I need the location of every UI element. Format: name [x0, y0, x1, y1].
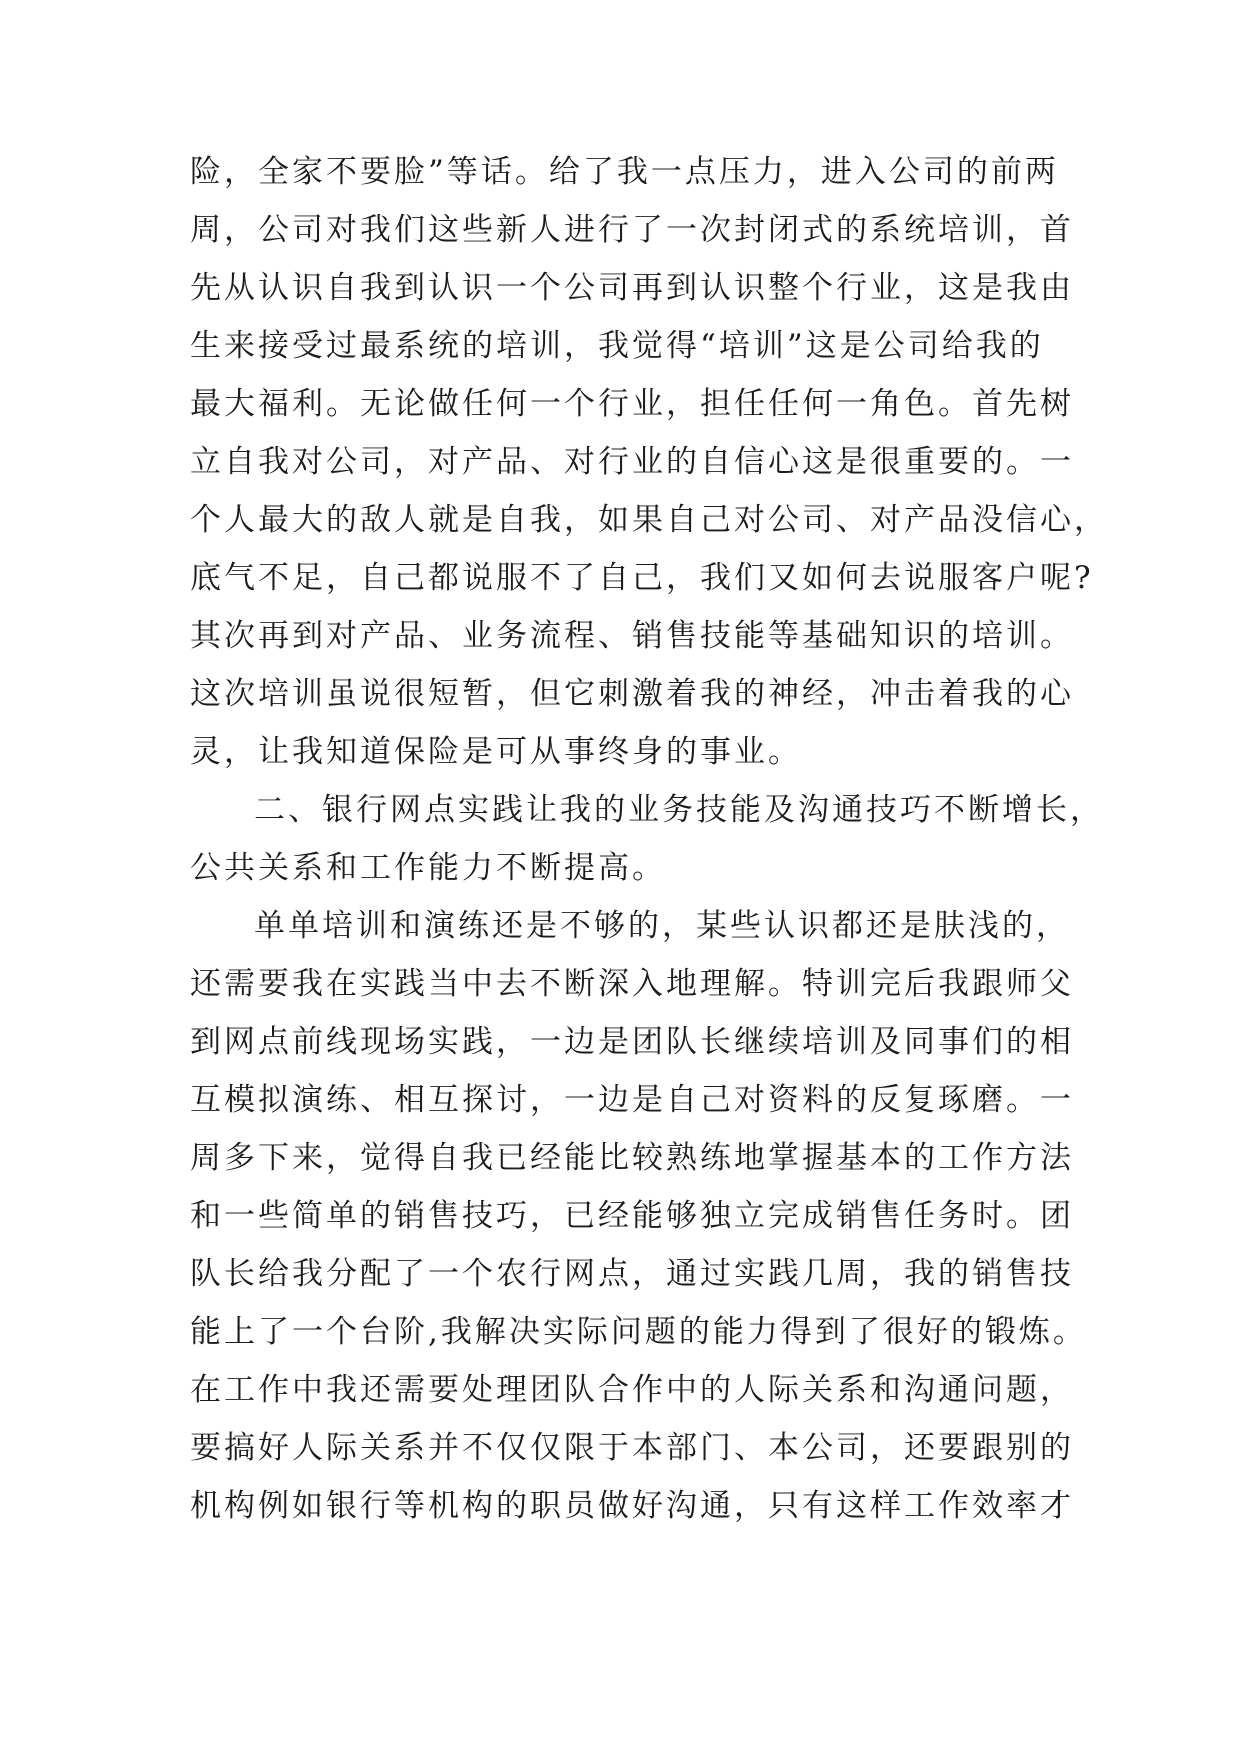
text-line: 能上了一个台阶,我解决实际问题的能力得到了很好的锻炼。: [190, 1314, 1087, 1350]
text-line: 最大福利。无论做任何一个行业，担任任何一角色。首先树: [190, 386, 1074, 422]
text-line: 险，全家不要脸”等话。给了我一点压力，进入公司的前两: [190, 154, 1059, 190]
text-line: 单单培训和演练还是不够的，某些认识都还是肤浅的，: [254, 908, 1070, 944]
text-line: 还需要我在实践当中去不断深入地理解。特训完后我跟师父: [190, 966, 1074, 1002]
text-line: 机构例如银行等机构的职员做好沟通，只有这样工作效率才: [190, 1488, 1074, 1524]
text-line: 到网点前线现场实践，一边是团队长继续培训及同事们的相: [190, 1024, 1074, 1060]
text-line: 立自我对公司，对产品、对行业的自信心这是很重要的。一: [190, 444, 1074, 480]
text-line: 在工作中我还需要处理团队合作中的人际关系和沟通问题，: [190, 1372, 1074, 1408]
text-line: 互模拟演练、相互探讨，一边是自己对资料的反复琢磨。一: [190, 1082, 1074, 1118]
text-line: 和一些简单的销售技巧，已经能够独立完成销售任务时。团: [190, 1198, 1074, 1234]
text-line: 其次再到对产品、业务流程、销售技能等基础知识的培训。: [190, 618, 1074, 654]
text-line: 灵，让我知道保险是可从事终身的事业。: [190, 734, 802, 770]
text-line: 个人最大的敌人就是自我，如果自己对公司、对产品没信心，: [190, 502, 1108, 538]
text-line: 队长给我分配了一个农行网点，通过实践几周，我的销售技: [190, 1256, 1074, 1292]
section-heading-line: 公共关系和工作能力不断提高。: [190, 850, 666, 886]
text-line: 周，公司对我们这些新人进行了一次封闭式的系统培训，首: [190, 212, 1074, 248]
text-line: 周多下来，觉得自我已经能比较熟练地掌握基本的工作方法: [190, 1140, 1074, 1176]
text-line: 要搞好人际关系并不仅仅限于本部门、本公司，还要跟别的: [190, 1430, 1074, 1466]
text-line: 底气不足，自己都说服不了自己，我们又如何去说服客户呢?: [190, 560, 1094, 596]
text-line: 生来接受过最系统的培训，我觉得“培训”这是公司给我的: [190, 328, 1044, 364]
text-line: 这次培训虽说很短暂，但它刺激着我的神经，冲击着我的心: [190, 676, 1074, 712]
text-line: 先从认识自我到认识一个公司再到认识整个行业，这是我由: [190, 270, 1074, 306]
section-heading-line: 二、银行网点实践让我的业务技能及沟通技巧不断增长，: [254, 792, 1104, 828]
